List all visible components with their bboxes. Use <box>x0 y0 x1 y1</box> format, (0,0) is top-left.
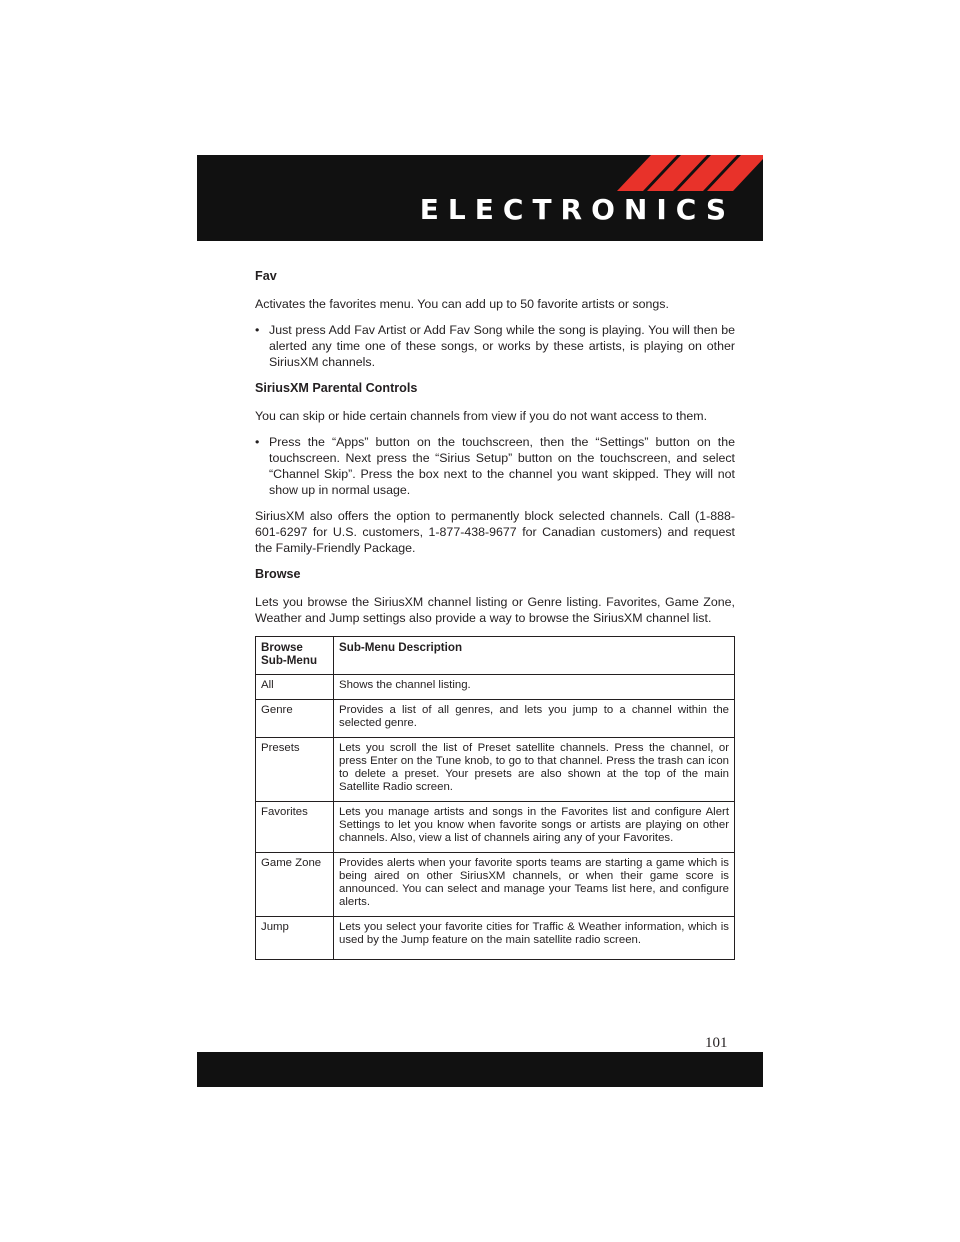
table-row <box>256 917 735 960</box>
row-desc: Lets you manage artists and songs in the Favorites list and configure Alert Settings to let you know when favorite songs or artists are playing on other channels. Also, view a list of channels airing any of your Favorites. <box>334 802 735 853</box>
row-menu: Genre <box>256 700 334 738</box>
row-desc: Lets you scroll the list of Preset satellite channels. Press the channel, or press Enter on the Tune knob, to go to that channel. Press the trash can icon to delete a preset. Your presets are also shown at the top of the main Satellite Radio screen. <box>334 738 735 802</box>
fav-bullet <box>255 322 735 370</box>
bullet-icon: • <box>255 435 260 449</box>
footer-bar <box>197 1052 763 1087</box>
col-header-desc: Sub-Menu Description <box>334 637 735 675</box>
section-title: ELECTRONICS <box>419 193 735 226</box>
browse-intro: Lets you browse the SiriusXM channel listing or Genre listing. Favorites, Game Zone, Weather and Jump settings also provide a way to browse the SiriusXM channel list. <box>255 595 735 625</box>
table-row <box>256 700 735 738</box>
fav-heading: Fav <box>255 269 277 283</box>
parental-bullet-text: Press the “Apps” button on the touchscreen, then the “Settings” button on the touchscreen. Next press the “Sirius Setup” button on the touchscreen, and select “Channel Skip”. Press the box next to the channel you want skipped. They will not show up in normal usage. <box>269 435 735 497</box>
row-menu: Game Zone <box>256 853 334 917</box>
table-row <box>256 675 735 700</box>
row-desc: Provides a list of all genres, and lets you jump to a channel within the selected genre. <box>334 700 735 738</box>
parental-intro: You can skip or hide certain channels from view if you do not want access to them. <box>255 409 708 423</box>
col-header-menu: Browse Sub-Menu <box>256 637 334 675</box>
parental-heading: SiriusXM Parental Controls <box>255 381 418 395</box>
table-row <box>256 802 735 853</box>
row-desc: Lets you select your favorite cities for Traffic & Weather information, which is used by the Jump feature on the main satellite radio screen. <box>334 917 735 960</box>
parental-block-text: SiriusXM also offers the option to permanently block selected channels. Call (1-888-601-6297 for U.S. customers, 1-877-438-9677 for Canadian customers) and request the Family-Friendly Package. <box>255 509 735 555</box>
page-content <box>255 268 735 960</box>
table-row <box>256 853 735 917</box>
row-menu: Favorites <box>256 802 334 853</box>
row-menu: All <box>256 675 334 700</box>
row-desc: Shows the channel listing. <box>334 675 735 700</box>
fav-intro: Activates the favorites menu. You can add up to 50 favorite artists or songs. <box>255 297 669 311</box>
table-header-row <box>256 637 735 675</box>
browse-table <box>255 636 735 960</box>
row-menu: Presets <box>256 738 334 802</box>
row-menu: Jump <box>256 917 334 960</box>
table-row <box>256 738 735 802</box>
section-header-bar <box>197 155 763 241</box>
fav-bullet-text: Just press Add Fav Artist or Add Fav Song while the song is playing. You will then be alerted any time one of these songs, or works by these artists, is playing on other SiriusXM channels. <box>269 323 735 369</box>
parental-bullet <box>255 434 735 498</box>
row-desc: Provides alerts when your favorite sports teams are starting a game which is being aired on other SiriusXM channels, or when their game score is announced. You can select and manage your Teams list here, and configure alerts. <box>334 853 735 917</box>
browse-heading: Browse <box>255 567 301 581</box>
page-number: 101 <box>705 1035 728 1051</box>
bullet-icon: • <box>255 323 260 337</box>
